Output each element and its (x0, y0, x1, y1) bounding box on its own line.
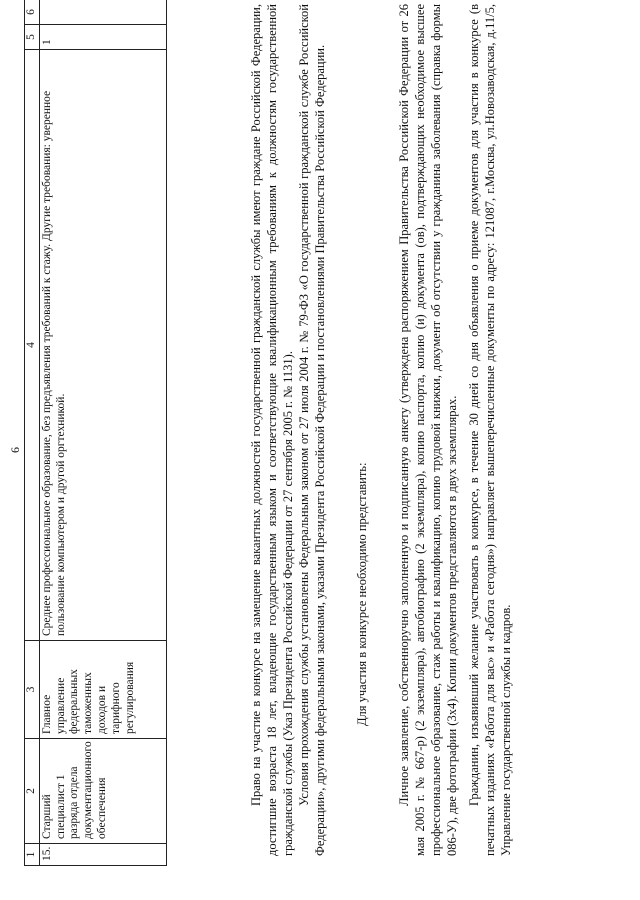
row-number: 15. (39, 844, 166, 866)
position-title: Старший специалист 1 разряда отдела документационного обеспечения (39, 739, 166, 844)
vacancy-count: 1 (39, 25, 166, 50)
paragraph-documents-list: Личное заявление, собственноручно заполненную и подписанную анкету (утверждена распоряжением Правительства Российской Федерации от 26 мая 2005 г. № 667-р) (2 экземпляра), автобиографию (2 экземпляра), копию паспорта, копию (и) документа (ов), подтверждающих необходимое высшее профессиональное образование, стаж работы и квалификацию, копию трудовой книжки, документ об отсутствии у гражданина заболевания (справка формы 086-У), две фотографии (3х4). Копии документов представляются в двух экземплярах. (397, 4, 459, 856)
announcement-text (248, 4, 514, 856)
page-number: 6 (8, 447, 22, 453)
department-name: Главное управление федеральных таможенных доходов и тарифного регулирования (39, 641, 166, 739)
section-heading: Для участия в конкурсе необходимо представить: (355, 462, 369, 726)
table-header-cell: 6 (25, 0, 40, 25)
table-header-cell: 5 (25, 25, 40, 50)
paragraph-submission: Гражданин, изъявивший желание участвовать в конкурсе, в течение 30 дней со дня объявления о приеме документов для участия в конкурсе (в печатных изданиях «Работа для вас» и «Работа сегодня») направляет вышеперечисленные документы по адресу: 121087, г.Москва, ул.Новозаводская, д.11/5, Управление государственной службы и кадров. (467, 4, 513, 856)
table-header-cell: 1 (25, 844, 40, 866)
table-header-cell: 3 (25, 641, 40, 739)
table-header-row (25, 0, 40, 866)
table-header-cell: 4 (25, 50, 40, 641)
empty-cell (39, 0, 166, 25)
vacancy-table (24, 0, 167, 866)
paragraph-eligibility: Право на участие в конкурсе на замещение вакантных должностей государственной гражданской службы имеют граждане Российской Федерации, достигшие возраста 18 лет, владеющие государственным языком и соответствующие квалификационным требованиям к должностям государственной гражданской службы (Указ Президента Российской Федерации от 27 сентября 2005 г. № 1131). (249, 4, 295, 856)
table-row (39, 0, 166, 866)
table-header-cell: 2 (25, 739, 40, 844)
qualification-requirements: Среднее профессиональное образование, без предъявления требований к стажу. Другие требования: уверенное пользование компьютером и другой оргтехникой. (39, 50, 166, 641)
paragraph-service-conditions: Условия прохождения службы установлены Федеральным законом от 27 июля 2004 г. № 79-ФЗ «О государственной гражданской службе Российской Федерации», другими федеральными законами, указами Президента Российской Федерации и постановлениями Правительства Российской Федерации. (297, 4, 327, 856)
